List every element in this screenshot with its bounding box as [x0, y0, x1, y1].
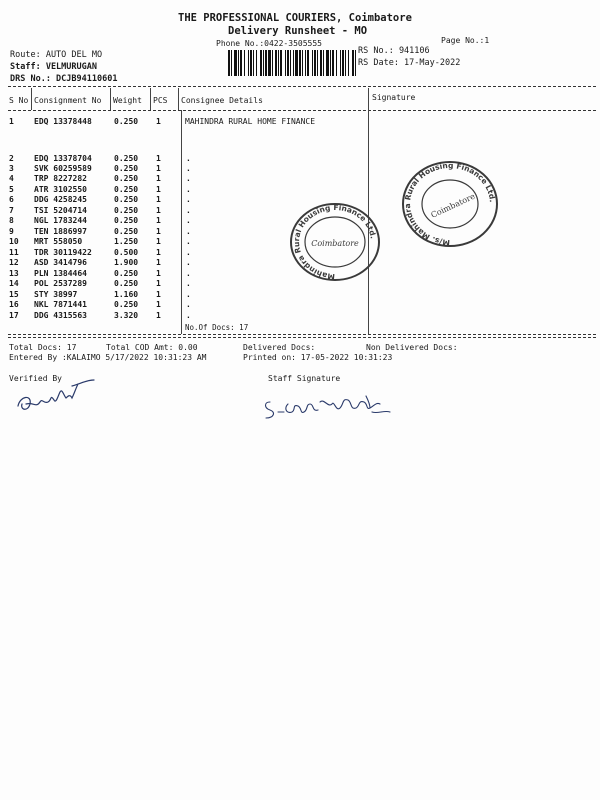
- row-sno: 13: [9, 269, 19, 278]
- row-consignment-no: TRP 8227282: [34, 174, 87, 183]
- row-consignment-no: STY 38997: [34, 290, 78, 299]
- row-sno: 7: [9, 206, 14, 215]
- verifier-signature: [14, 366, 104, 416]
- row-consignment-no: NGL 1783244: [34, 216, 87, 225]
- barcode-bar: [260, 50, 262, 76]
- divider: [8, 110, 596, 111]
- barcode-bar: [326, 50, 329, 76]
- column-divider: [150, 88, 151, 110]
- table-row: [0, 311, 600, 321]
- row-sno: 17: [9, 311, 19, 320]
- row-pcs: 1: [156, 164, 161, 173]
- barcode-bar: [352, 50, 354, 76]
- row-consignment-no: TDR 30119422: [34, 248, 92, 257]
- row-sno: 11: [9, 248, 19, 257]
- sheet-title: Delivery Runsheet - MO: [228, 25, 368, 37]
- company-stamp-right: [400, 160, 500, 250]
- row-weight: 0.250: [114, 269, 139, 278]
- row-consignment-no: EDQ 13378448: [34, 117, 92, 126]
- rs-number: RS No.: 941106: [358, 46, 430, 56]
- row-weight: 0.250: [114, 174, 139, 183]
- barcode-bar: [348, 50, 349, 76]
- barcode-bar: [240, 50, 242, 76]
- row-sno: 2: [9, 154, 14, 163]
- row-consignment-no: MRT 558050: [34, 237, 83, 246]
- row-consignee: .: [186, 164, 191, 173]
- row-weight: 0.250: [114, 195, 139, 204]
- stamp-center-text: Coimbatore: [311, 239, 359, 248]
- table-row: [0, 154, 600, 164]
- row-weight: 0.250: [114, 300, 139, 309]
- barcode-bar: [330, 50, 331, 76]
- row-consignment-no: POL 2537289: [34, 279, 87, 288]
- row-weight: 0.250: [114, 154, 139, 163]
- table-row: [0, 164, 600, 174]
- divider: [8, 337, 596, 338]
- barcode-bar: [228, 50, 230, 76]
- barcode-bar: [320, 50, 322, 76]
- row-sno: 12: [9, 258, 19, 267]
- company-name: THE PROFESSIONAL COURIERS, Coimbatore: [178, 12, 412, 24]
- barcode-bar: [290, 50, 291, 76]
- total-cod: Total COD Amt: 0.00: [106, 343, 198, 352]
- col-header-weight: Weight: [113, 96, 142, 105]
- delivered-docs: Delivered Docs:: [243, 343, 316, 352]
- stamp-ring-text: Mahindra Rural Housing Finance Ltd.: [291, 202, 378, 282]
- entered-by: Entered By :KALAIMO 5/17/2022 10:31:23 AM: [9, 353, 207, 362]
- barcode-bar: [336, 50, 337, 76]
- row-consignee: .: [186, 174, 191, 183]
- table-row: [0, 174, 600, 184]
- row-sno: 1: [9, 117, 14, 126]
- row-consignee: .: [186, 269, 191, 278]
- barcode-bar: [312, 50, 313, 76]
- row-consignee: .: [186, 290, 191, 299]
- barcode-bar: [314, 50, 316, 76]
- verified-by-label: Verified By: [9, 374, 62, 383]
- row-pcs: 1: [156, 174, 161, 183]
- col-header-signature: Signature: [372, 93, 416, 102]
- barcode-bar: [285, 50, 286, 76]
- row-consignment-no: PLN 1384464: [34, 269, 87, 278]
- staff-signature-label: Staff Signature: [268, 374, 341, 383]
- barcode-bar: [287, 50, 289, 76]
- table-row: [0, 290, 600, 300]
- column-divider: [31, 88, 32, 110]
- row-pcs: 1: [156, 279, 161, 288]
- row-pcs: 1: [156, 248, 161, 257]
- row-consignee: .: [186, 195, 191, 204]
- rs-date: RS Date: 17-May-2022: [358, 58, 461, 68]
- row-sno: 8: [9, 216, 14, 225]
- row-sno: 4: [9, 174, 14, 183]
- row-weight: 1.250: [114, 237, 139, 246]
- row-consignment-no: DDG 4315563: [34, 311, 87, 320]
- row-consignment-no: ASD 3414796: [34, 258, 87, 267]
- row-weight: 0.250: [114, 117, 139, 126]
- barcode-bar: [355, 50, 356, 76]
- barcode-bar: [323, 50, 324, 76]
- column-divider: [110, 88, 111, 110]
- row-consignee: .: [186, 279, 191, 288]
- barcode-bar: [317, 50, 318, 76]
- no-of-docs: No.Of Docs: 17: [185, 323, 249, 332]
- table-row: [0, 300, 600, 310]
- barcode-bar: [253, 50, 254, 76]
- col-header-consignment: Consignment No: [34, 96, 102, 105]
- row-consignee: .: [186, 185, 191, 194]
- row-weight: 0.250: [114, 164, 139, 173]
- barcode-bar: [278, 50, 279, 76]
- divider: [8, 86, 596, 87]
- row-consignee: .: [186, 154, 191, 163]
- row-pcs: 1: [156, 311, 161, 320]
- row-sno: 10: [9, 237, 19, 246]
- row-consignee: .: [186, 258, 191, 267]
- row-pcs: 1: [156, 216, 161, 225]
- row-sno: 5: [9, 185, 14, 194]
- non-delivered-docs: Non Delivered Docs:: [366, 343, 458, 352]
- barcode: [228, 50, 356, 76]
- barcode-bar: [268, 50, 271, 76]
- row-sno: 15: [9, 290, 19, 299]
- row-pcs: 1: [156, 290, 161, 299]
- barcode-bar: [234, 50, 237, 76]
- row-consignee: .: [186, 311, 191, 320]
- barcode-bar: [265, 50, 267, 76]
- phone-number: Phone No.:0422-3505555: [216, 39, 322, 48]
- row-consignee: .: [186, 248, 191, 257]
- row-consignee: MAHINDRA RURAL HOME FINANCE: [185, 117, 316, 126]
- row-pcs: 1: [156, 185, 161, 194]
- barcode-bar: [272, 50, 273, 76]
- divider: [8, 334, 596, 335]
- barcode-bar: [250, 50, 252, 76]
- barcode-bar: [275, 50, 277, 76]
- row-weight: 0.250: [114, 206, 139, 215]
- barcode-bar: [263, 50, 264, 76]
- row-pcs: 1: [156, 269, 161, 278]
- row-consignment-no: EDQ 13378704: [34, 154, 92, 163]
- barcode-bar: [256, 50, 257, 76]
- table-row: [0, 185, 600, 195]
- row-sno: 3: [9, 164, 14, 173]
- row-consignment-no: DDG 4258245: [34, 195, 87, 204]
- drs-number: DRS No.: DCJB94110601: [10, 74, 118, 84]
- row-weight: 0.250: [114, 227, 139, 236]
- route-label: Route: AUTO DEL MO: [10, 50, 103, 60]
- barcode-bar: [307, 50, 309, 76]
- column-divider: [178, 88, 179, 110]
- row-weight: 0.250: [114, 279, 139, 288]
- barcode-bar: [295, 50, 298, 76]
- row-consignment-no: SVK 60259589: [34, 164, 92, 173]
- barcode-bar: [299, 50, 301, 76]
- col-header-consignee: Consignee Details: [181, 96, 263, 105]
- staff-label: Staff: VELMURUGAN: [10, 62, 97, 72]
- col-header-sno: S No: [9, 96, 29, 105]
- row-weight: 0.500: [114, 248, 139, 257]
- row-sno: 16: [9, 300, 19, 309]
- row-pcs: 1: [156, 206, 161, 215]
- row-weight: 1.900: [114, 258, 139, 267]
- row-consignee: .: [186, 227, 191, 236]
- row-consignee: .: [186, 216, 191, 225]
- row-pcs: 1: [156, 117, 161, 126]
- row-consignment-no: TSI 5204714: [34, 206, 87, 215]
- barcode-bar: [280, 50, 282, 76]
- row-consignment-no: NKL 7871441: [34, 300, 87, 309]
- col-header-pcs: PCS: [153, 96, 168, 105]
- row-pcs: 1: [156, 154, 161, 163]
- barcode-bar: [231, 50, 232, 76]
- stamp-ring-text: M/s. Mahindra Rural Housing Finance Ltd.: [402, 160, 498, 248]
- barcode-bar: [340, 50, 341, 76]
- barcode-bar: [342, 50, 344, 76]
- row-consignment-no: ATR 3102550: [34, 185, 87, 194]
- row-pcs: 1: [156, 237, 161, 246]
- page-number: Page No.:1: [441, 36, 490, 45]
- barcode-bar: [302, 50, 303, 76]
- row-pcs: 1: [156, 300, 161, 309]
- row-pcs: 1: [156, 258, 161, 267]
- row-weight: 0.250: [114, 185, 139, 194]
- row-sno: 6: [9, 195, 14, 204]
- printed-on: Printed on: 17-05-2022 10:31:23: [243, 353, 393, 362]
- barcode-bar: [305, 50, 306, 76]
- barcode-bar: [293, 50, 294, 76]
- row-consignee: .: [186, 300, 191, 309]
- staff-signature: [262, 388, 402, 423]
- table-row: [0, 117, 600, 127]
- row-consignment-no: TEN 1886997: [34, 227, 87, 236]
- stamp-center-text: Coimbatore: [429, 191, 477, 220]
- row-consignee: .: [186, 237, 191, 246]
- barcode-bar: [345, 50, 346, 76]
- row-weight: 1.160: [114, 290, 139, 299]
- row-sno: 9: [9, 227, 14, 236]
- row-sno: 14: [9, 279, 19, 288]
- row-weight: 3.320: [114, 311, 139, 320]
- row-pcs: 1: [156, 195, 161, 204]
- barcode-bar: [248, 50, 249, 76]
- barcode-bar: [244, 50, 245, 76]
- company-stamp-left: [282, 196, 388, 288]
- total-docs: Total Docs: 17: [9, 343, 77, 352]
- barcode-bar: [238, 50, 239, 76]
- row-weight: 0.250: [114, 216, 139, 225]
- row-consignee: .: [186, 206, 191, 215]
- row-pcs: 1: [156, 227, 161, 236]
- barcode-bar: [332, 50, 334, 76]
